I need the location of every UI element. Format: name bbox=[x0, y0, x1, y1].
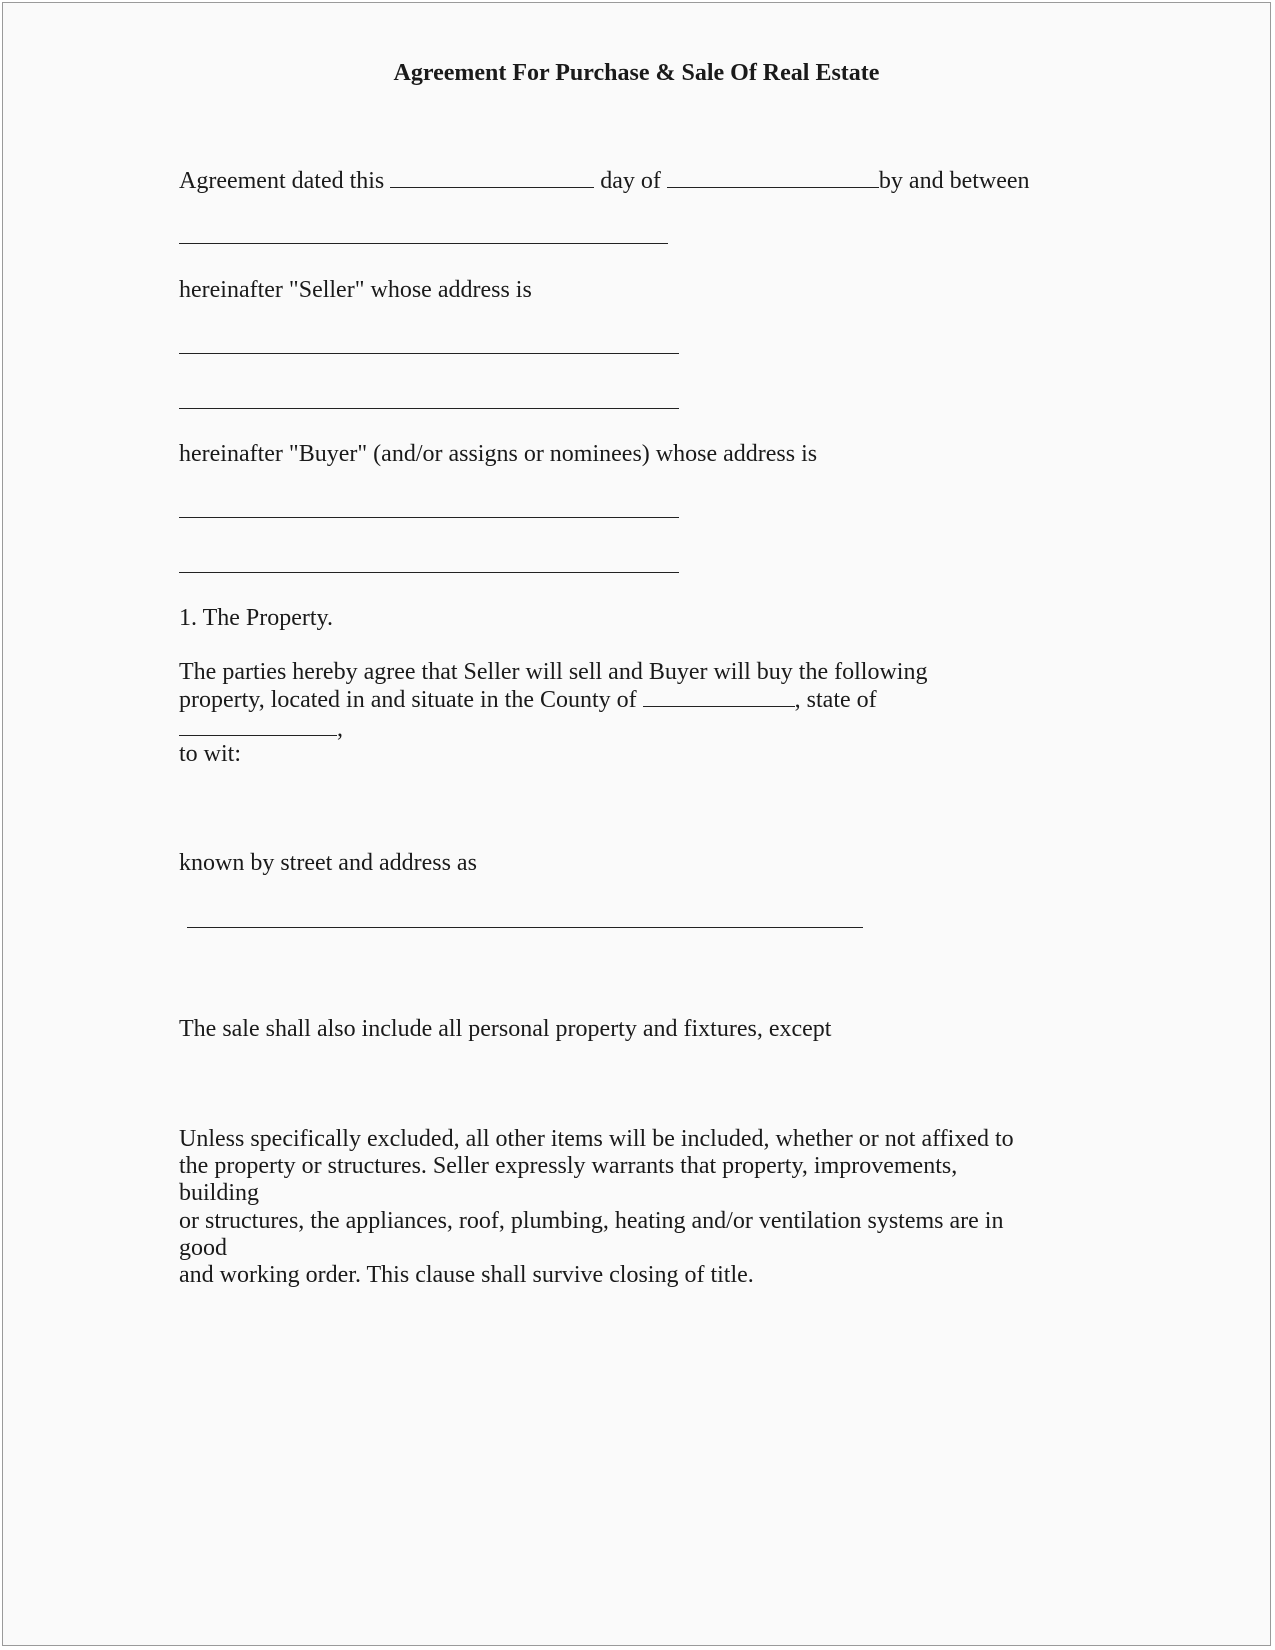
seller-address-line-2[interactable] bbox=[179, 408, 679, 409]
county-label: property, located in and situate in the County of bbox=[179, 687, 637, 713]
unless-para-line-6: and working order. This clause shall survive closing of title. bbox=[179, 1262, 754, 1288]
document-page bbox=[2, 2, 1271, 1646]
known-by-label: known by street and address as bbox=[179, 850, 477, 876]
by-and-between-label: by and between bbox=[878, 168, 1030, 194]
party-name-blank[interactable] bbox=[179, 243, 668, 244]
document-title: Agreement For Purchase & Sale Of Real Estate bbox=[393, 60, 880, 86]
property-para-line-1: The parties hereby agree that Seller will sell and Buyer will buy the following bbox=[179, 659, 928, 685]
state-of-label: , state of bbox=[794, 687, 877, 713]
section-1-heading: 1. The Property. bbox=[179, 605, 333, 631]
buyer-address-line-1[interactable] bbox=[179, 517, 679, 518]
property-para-line-3 bbox=[179, 715, 343, 743]
unless-para-line-3: building bbox=[179, 1180, 260, 1206]
unless-para-line-1: Unless specifically excluded, all other items will be included, whether or not affixed to bbox=[179, 1126, 1014, 1152]
to-wit-label: to wit: bbox=[179, 741, 242, 767]
buyer-address-label: hereinafter "Buyer" (and/or assigns or nominees) whose address is bbox=[179, 441, 818, 467]
day-of-label: day of bbox=[600, 168, 661, 194]
seller-address-label: hereinafter "Seller" whose address is bbox=[179, 277, 532, 303]
unless-para-line-2: the property or structures. Seller expressly warrants that property, improvements, bbox=[179, 1153, 958, 1179]
property-para-line-2 bbox=[179, 686, 877, 714]
date-day-blank[interactable] bbox=[390, 167, 594, 188]
agreement-dated-label: Agreement dated this bbox=[179, 168, 385, 194]
sale-include-text: The sale shall also include all personal property and fixtures, except bbox=[179, 1016, 832, 1042]
agreement-dated-line bbox=[179, 167, 1030, 195]
state-blank[interactable] bbox=[179, 715, 337, 736]
unless-para-line-4: or structures, the appliances, roof, plumbing, heating and/or ventilation systems are in bbox=[179, 1208, 1004, 1234]
seller-address-line-1[interactable] bbox=[179, 353, 679, 354]
date-month-blank[interactable] bbox=[667, 167, 879, 188]
county-blank[interactable] bbox=[643, 686, 795, 707]
unless-para-line-5: good bbox=[179, 1235, 227, 1261]
street-address-blank[interactable] bbox=[187, 927, 863, 928]
comma-text: , bbox=[337, 716, 343, 742]
buyer-address-line-2[interactable] bbox=[179, 572, 679, 573]
